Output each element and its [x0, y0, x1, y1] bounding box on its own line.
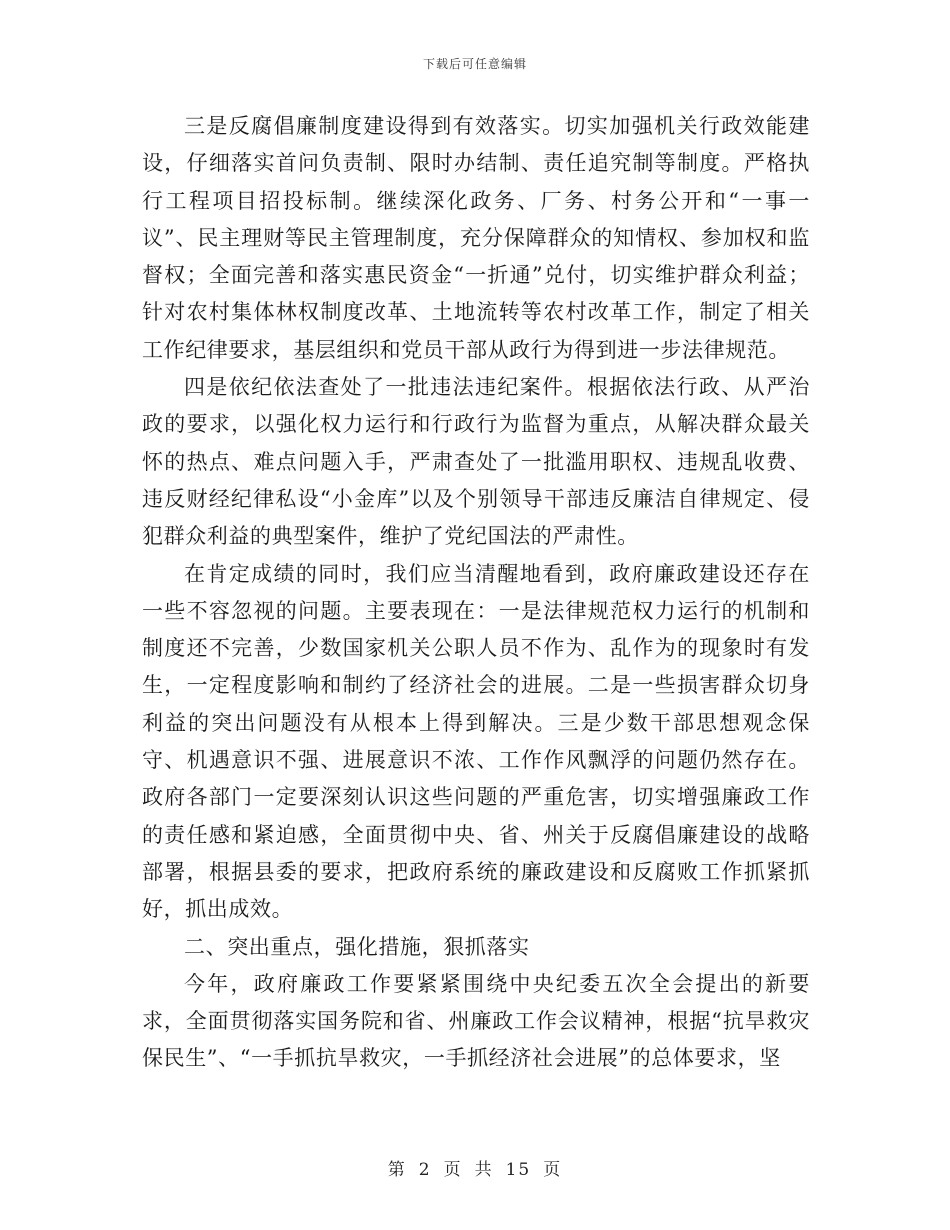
footer-label-di: 第 — [387, 1160, 407, 1180]
paragraph-2: 四是依纪依法查处了一批违法违纪案件。根据依法行政、从严治政的要求，以强化权力运行和行政行为监督为重点，从解决群众最关怀的热点、难点问题入手，严肃查处了一批滥用职权、违规乱收费、违反财经纪律私设“小金库”以及个别领导干部违反廉洁自律规定、侵犯群众利益的典型案件，维护了党纪国法的严肃性。 — [142, 375, 810, 549]
document-body — [142, 108, 810, 1078]
footer-label-ye2: 页 — [543, 1160, 563, 1180]
footer-label-ye: 页 — [443, 1160, 463, 1180]
footer-page-total: 15 — [505, 1160, 532, 1180]
paragraph-4: 今年，政府廉政工作要紧紧围绕中央纪委五次全会提出的新要求，全面贯彻落实国务院和省、州廉政工作会议精神，根据“抗旱救灾保民生”、“一手抓抗旱救灾，一手抓经济社会进展”的总体要求，坚 — [142, 971, 810, 1071]
footer-label-gong: 共 — [474, 1160, 494, 1180]
section-heading: 二、突出重点，强化措施，狠抓落实 — [184, 934, 530, 959]
paragraph-1: 三是反腐倡廉制度建设得到有效落实。切实加强机关行政效能建设，仔细落实首问负责制、限时办结制、责任追究制等制度。严格执行工程项目招投标制。继续深化政务、厂务、村务公开和“一事一议”、民主理财等民主管理制度，充分保障群众的知情权、参加权和监督权；全面完善和落实惠民资金“一折通”兑付，切实维护群众利益；针对农村集体林权制度改革、土地流转等农村改革工作，制定了相关工作纪律要求，基层组织和党员干部从政行为得到进一步法律规范。 — [142, 114, 810, 362]
header-note: 下载后可任意编辑 — [422, 57, 527, 71]
page-footer — [0, 1155, 950, 1180]
footer-page-current: 2 — [418, 1160, 432, 1180]
paragraph-3: 在肯定成绩的同时，我们应当清醒地看到，政府廉政建设还存在一些不容忽视的问题。主要表现在：一是法律规范权力运行的机制和制度还不完善，少数国家机关公职人员不作为、乱作为的现象时有发生，一定程度影响和制约了经济社会的进展。二是一些损害群众切身利益的突出问题没有从根本上得到解决。三是少数干部思想观念保守、机遇意识不强、进展意识不浓、工作作风飘浮的问题仍然存在。政府各部门一定要深刻认识这些问题的严重危害，切实增强廉政工作的责任感和紧迫感，全面贯彻中央、省、州关于反腐倡廉建设的战略部署，根据县委的要求，把政府系统的廉政建设和反腐败工作抓紧抓好，抓出成效。 — [142, 561, 810, 922]
